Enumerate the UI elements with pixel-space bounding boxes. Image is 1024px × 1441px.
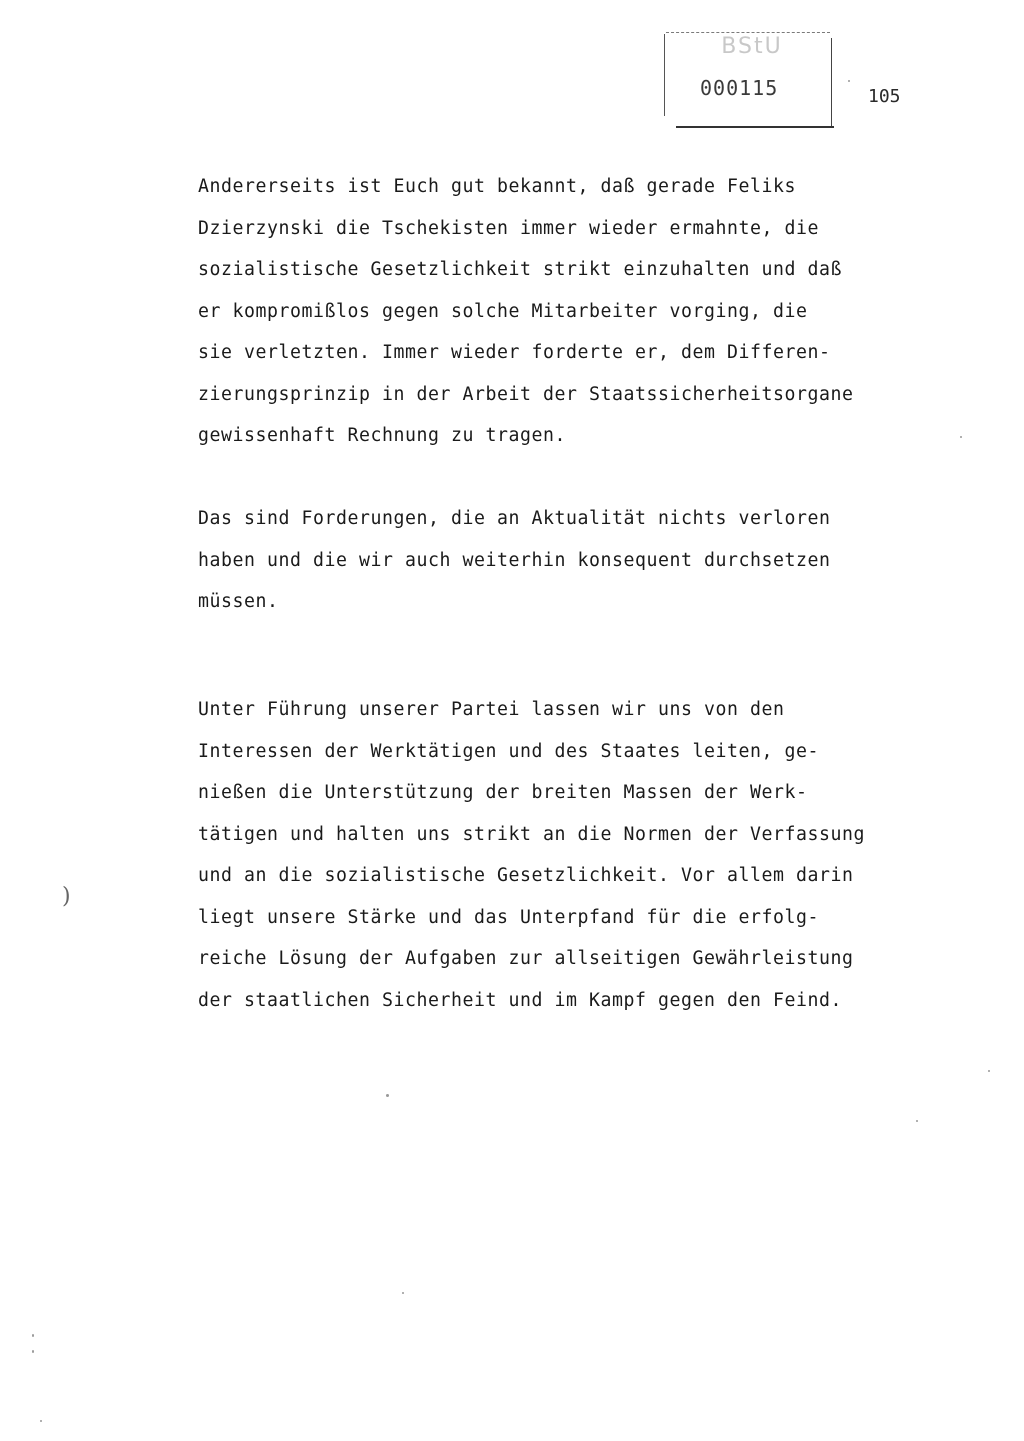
text-line: nießen die Unterstützung der breiten Massen der Werk-	[198, 782, 808, 803]
text-line: er kompromißlos gegen solche Mitarbeiter vorging, die	[198, 300, 808, 322]
text-line: reiche Lösung der Aufgaben zur allseitigen Gewährleistung	[198, 948, 854, 969]
text-line: haben und die wir auch weiterhin konsequent durchsetzen	[198, 549, 831, 571]
text-line: Andererseits ist Euch gut bekannt, daß gerade Feliks	[198, 176, 796, 197]
stamp-number: 000115	[700, 76, 779, 100]
paragraph-2	[198, 498, 958, 623]
text-line: Interessen der Werktätigen und des Staates leiten, ge-	[198, 740, 819, 762]
stamp-border-right	[831, 38, 832, 128]
text-line: zierungsprinzip in der Arbeit der Staatssicherheitsorgane	[198, 383, 854, 405]
scan-speck	[402, 1292, 404, 1294]
stamp-agency: BStU	[721, 34, 783, 59]
scan-speck	[40, 1420, 42, 1422]
stamp-border-bottom	[676, 126, 834, 128]
text-line: sozialistische Gesetzlichkeit strikt einzuhalten und daß	[198, 259, 842, 280]
text-line: der staatlichen Sicherheit und im Kampf gegen den Feind.	[198, 989, 842, 1011]
scan-speck	[386, 1094, 389, 1097]
paragraph-1	[198, 166, 958, 457]
stamp-border-left	[664, 34, 665, 116]
text-line: gewissenhaft Rechnung zu tragen.	[198, 425, 566, 446]
scan-speck	[32, 1334, 34, 1337]
scan-speck	[960, 436, 962, 438]
archive-stamp	[664, 30, 834, 128]
scan-speck	[988, 1070, 990, 1072]
text-line: liegt unsere Stärke und das Unterpfand für die erfolg-	[198, 906, 819, 928]
text-line: Dzierzynski die Tschekisten immer wieder ermahnte, die	[198, 217, 819, 239]
text-line: tätigen und halten uns strikt an die Normen der Verfassung	[198, 823, 865, 845]
text-line: sie verletzten. Immer wieder forderte er, dem Differen-	[198, 342, 831, 363]
margin-pencil-mark: )	[62, 884, 71, 909]
scan-speck	[848, 80, 850, 82]
stamp-border-top	[666, 32, 830, 33]
page-number: 105	[868, 86, 901, 107]
text-line: und an die sozialistische Gesetzlichkeit. Vor allem darin	[198, 865, 854, 886]
text-line: müssen.	[198, 591, 279, 612]
text-line: Das sind Forderungen, die an Aktualität nichts verloren	[198, 508, 831, 529]
text-line: Unter Führung unserer Partei lassen wir uns von den	[198, 699, 785, 720]
scan-speck	[32, 1350, 34, 1353]
paragraph-3	[198, 689, 958, 1021]
scan-speck	[916, 1120, 918, 1122]
